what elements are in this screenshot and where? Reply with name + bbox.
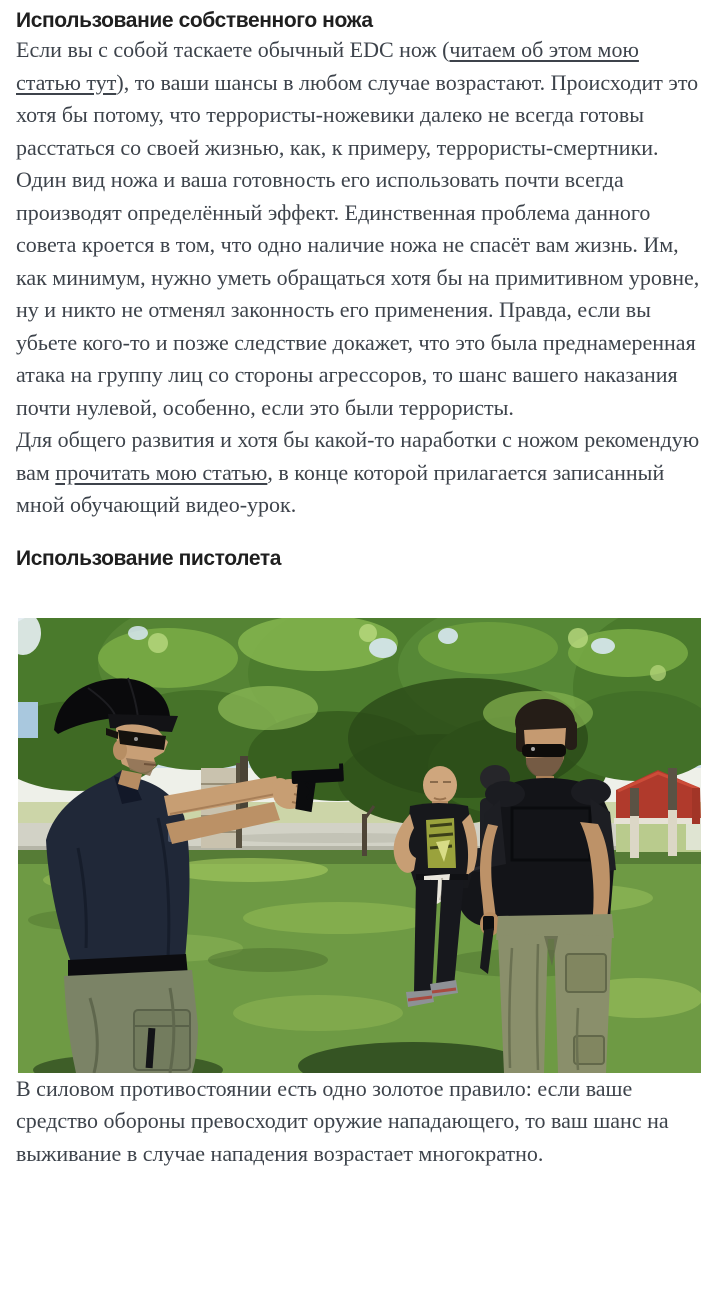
paragraph-knife-training — [16, 424, 703, 522]
paragraph-pistol-rule: В силовом противостоянии есть одно золотое правило: если ваше средство обороны превосходит оружие нападающего, то ваш шанс на выживание в случае нападения возрастает многократно. — [16, 1075, 669, 1166]
paragraph-knife — [16, 34, 703, 424]
article-content — [0, 8, 719, 1170]
link-knife-article[interactable]: читаем об этом мою статью тут — [16, 37, 639, 95]
section-heading-pistol: Использование пистолета — [16, 546, 281, 570]
paragraph-text: , в конце которой прилагается записанный мной обучающий видео-урок. — [16, 459, 665, 517]
section-heading-knife: Использование собственного ножа — [16, 9, 373, 32]
link-read-my-article[interactable]: прочитать мою статью — [55, 459, 268, 485]
article-photo-pistol-training — [18, 618, 701, 1073]
paragraph-text: Если вы с собой таскаете обычный EDC нож ( — [16, 37, 450, 62]
paragraph-text: ), то ваши шансы в любом случае возрастают. Происходит это хотя бы потому, что террористы-ножевики далеко не всегда готовы расстаться со своей жизнью, как, к примеру, террористы-смертники. Один вид ножа и ваша готовность его использовать почти всегда производят определённый эффект. Единственная проблема данного совета кроется в том, что одно наличие ножа не спасёт вам жизнь. Им, как минимум, нужно уметь обращаться хотя бы на примитивном уровне, ну и никто не отменял законность его применения. Правда, если вы убьете кого-то и позже следствие докажет, что это была преднамеренная атака на группу лиц со стороны агрессоров, то шанс вашего наказания почти нулевой, особенно, если это были террористы. — [16, 69, 700, 420]
paragraph-text: Для общего развития и хотя бы какой-то наработки с ножом рекомендую вам — [16, 427, 700, 485]
